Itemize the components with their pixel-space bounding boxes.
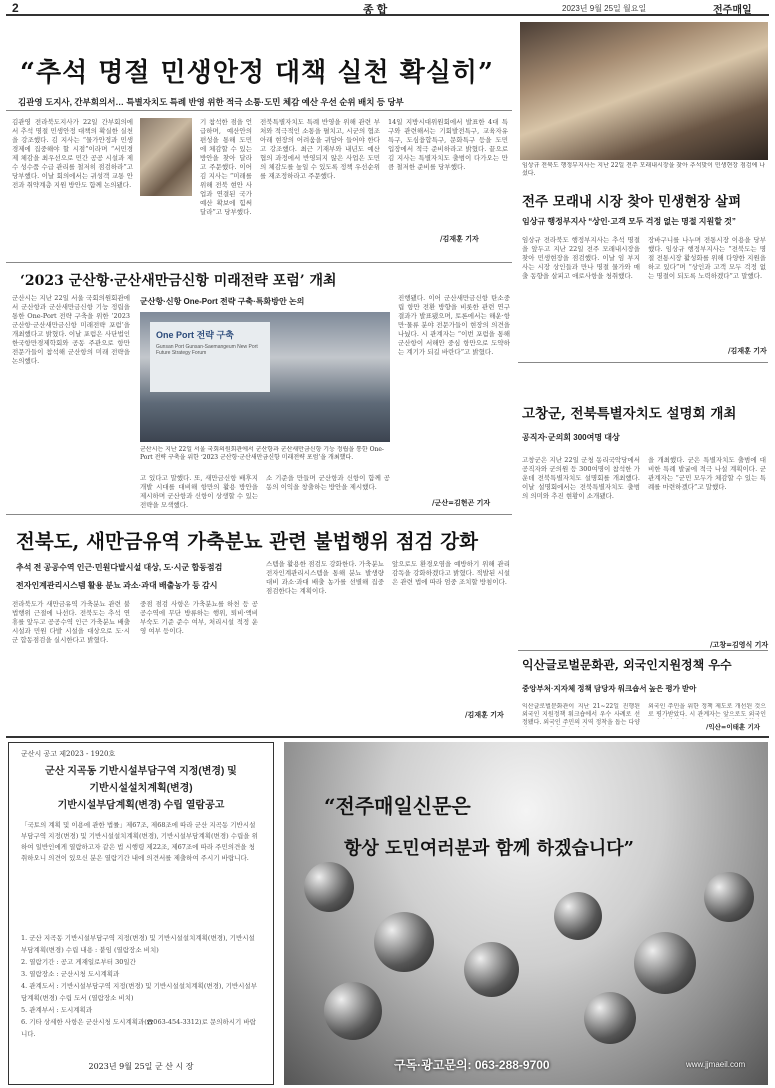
gochang-col-1: 고창군은 지난 22일 군청 동리국악당에서 공직자와 군의원 등 300여명이 참석한 가운데 전북특별자치도 설명회를 개최했다. 이날 설명회에서는 전북특별자치도 출범의 의미와 추진 현황이 소개됐다. (522, 456, 640, 500)
promo-contact: 구독·광고문의: 063-288-9700 (394, 1058, 550, 1072)
lead-byline: /김재훈 기자 (440, 234, 479, 243)
governor-photo (140, 118, 192, 196)
saemangeum-col-4: 앞으로도 환경오염을 예방하기 위해 관리 감독을 강화하겠다고 밝혔다. 적발된 시설은 관련 법에 따라 엄중 조치할 방침이다. (392, 560, 510, 586)
market-col-2: 장바구니를 나누며 전통시장 이용을 당부했다. 임상규 행정부지사는 “전북도는 명절 전통시장 활성화를 위해 다양한 지원을 하고 있다”며 “상인과 고객 모두 걱정 없는 명절이 되도록 노력하겠다”고 말했다. (648, 236, 766, 280)
divider (6, 110, 512, 111)
market-photo (520, 22, 768, 160)
notice-items (21, 932, 261, 1040)
market-subhead: 임상규 행정부지사 “상인·고객 모두 걱정 없는 명절 지원할 것” (522, 217, 736, 226)
notice-item: 2. 열람기간 : 공고 게재일로부터 30일간 (21, 958, 136, 966)
ad-divider (6, 736, 769, 738)
forum-subhead: 군산항·신항 One-Port 전략 구축·특화방안 논의 (140, 297, 305, 306)
forum-headline: ‘2023 군산항·군산새만금신항 미래전략 포럼’ 개최 (20, 273, 337, 289)
forum-col-mid: 고 있다고 말했다. 또, 새만금신항 배후지 개발 시대를 대비해 항만의 활용 방안을 제시하며 군산항과 신항이 상생할 수 있는 전략을 모색했다. (140, 474, 258, 509)
saemangeum-byline: /김재훈 기자 (465, 710, 504, 719)
slide-subtitle: Gunsan Port Gunsan-Saemangeum New Port Future Strategy Forum (156, 344, 258, 356)
forum-col-right: 진행됐다. 이어 군산새만금신항 탄소중립 항만 전환 방향을 비롯한 관련 연구 결과가 발표됐으며, 토론에서는 해운·항만·물류 분야 전문가들이 현장의 의견을 나눴다. 시 관계자는 “이번 포럼을 통해 군산항이 서해안 중심 항만으로 도약하는 계기가 되길 바란다”고 밝혔다. (398, 294, 510, 356)
market-headline: 전주 모래내 시장 찾아 민생현장 살펴 (522, 194, 742, 210)
notice-item: 4. 관계도서 : 기반시설부담구역 지정(변경) 및 기반시설설치계획(변경), 기반시설부담계획(변경) 수립 도서 (열람장소 비치) (21, 982, 257, 1002)
saemangeum-headline: 전북도, 새만금유역 가축분뇨 관련 불법행위 점검 강화 (16, 530, 478, 553)
forum-photo (140, 312, 390, 442)
sunflower-icon (634, 932, 696, 994)
sunflower-icon (554, 892, 602, 940)
promo-url[interactable]: www.jjmaeil.com (686, 1060, 746, 1069)
forum-col-left: 군산시는 지난 22일 서울 국회의원회관에서 군산항과 군산새만금신항 기능 정립을 통한 One-Port 전략 구축을 위한 ‘2023 군산항·군산새만금신항 미래전략 포럼’을 개최했다고 밝혔다. 이날 포럼은 사단법인 한국항만경제학회와 공동 주관으로 항만 전문가들이 참석해 군산항의 미래 전략을 논의했다. (12, 294, 130, 365)
gochang-col-2: 을 개최했다. 군은 특별자치도 출범에 대비한 특례 발굴에 적극 나설 계획이다. 군 관계자는 “군민 모두가 체감할 수 있는 특례를 마련하겠다”고 말했다. (648, 456, 766, 491)
saemangeum-subhead-2: 전자인계관리시스템 활용 분뇨 과소·과대 배출농가 등 감시 (16, 581, 218, 590)
paper-name: 전주매일 (713, 5, 752, 16)
gochang-byline: /고창=김영식 기자 (710, 640, 769, 649)
promo-ad (284, 742, 768, 1085)
divider (6, 262, 512, 263)
promo-line-1: “전주매일신문은 (324, 794, 471, 818)
lead-subhead: 김관영 도지사, 간부회의서… 특별자치도 특례 반영 위한 적극 소통·도민 체감 예산 우선 순위 배치 등 당부 (18, 97, 404, 107)
lead-col-3: 전북특별자치도 특례 반영을 위해 관련 부처와 적극적인 소통을 펼치고, 시군의 협조 아래 현장의 어려움을 귀담아 들어야 한다고 강조했다. 최근 기재부와 내년도 예산 협의 과정에서 반영되지 않은 사업은 도민의 체감도를 높일 수 있도록 정책 우선순위를 재조정하라고 주문했다. (260, 118, 380, 180)
sunflower-icon (304, 862, 354, 912)
lead-col-2b (140, 200, 200, 240)
lead-headline: “추석 명절 민생안정 대책 실천 확실히” (20, 58, 494, 88)
page-number: 2 (12, 1, 19, 15)
promo-line-2: 항상 도민여러분과 함께 하겠습니다” (344, 838, 634, 859)
issue-date: 2023년 9월 25일 월요일 (562, 4, 647, 13)
section-label: 종 합 (363, 4, 388, 16)
gochang-headline: 고창군, 전북특별자치도 설명회 개최 (522, 406, 737, 422)
saemangeum-col-2: 중점 점검 사항은 가축분뇨를 하천 등 공공수역에 무단 방류하는 행위, 퇴비·액비 부숙도 기준 준수 여부, 처리시설 적정 운영 여부 등이다. (140, 600, 258, 635)
slide-title: One Port 전략 구축 (156, 330, 234, 340)
market-byline: /김재훈 기자 (728, 346, 767, 355)
lead-col-1: 김관영 전라북도지사가 22일 간부회의에서 추석 명절 민생안정 대책의 확실한 실천을 강조했다. 김 지사는 “물가안정과 민생경제에 집중해야 할 시점”이라며 “서민경제 체감을 최우선으로 민간 공공 시설과 제수 성수품 수급 관리를 철저히 점검하라”고 당부했다. 이날 회의에서는 귀성객 교통 안전과 취약계층 지원 방안도 함께 논의됐다. (12, 118, 133, 189)
public-notice (8, 742, 274, 1085)
sunflower-icon (464, 942, 519, 997)
notice-title (21, 763, 261, 814)
lead-col-4: 14일 지방시대위원회에서 발표한 4대 특구와 관련해서는 기회발전특구, 교육자유특구, 도심융합특구, 문화특구 등을 도민 입장에서 적극 준비하라고 밝혔다. 끝으로 김 지사는 특별자치도 출범이 다가오는 만큼 철저한 준비를 당부했다. (388, 118, 508, 171)
forum-byline: /군산=김현곤 기자 (432, 498, 491, 507)
notice-number: 군산시 공고 제2023 - 1920호 (21, 750, 116, 758)
iksan-subhead: 중앙부처·지자체 정책 담당자 워크숍서 높은 평가 받아 (522, 684, 697, 693)
saemangeum-col-1: 전라북도가 새만금유역 가축분뇨 관련 불법행위 근절에 나선다. 전북도는 추석 연휴를 앞두고 공공수역 인근 가축분뇨 배출시설과 민원 다발 시설을 대상으로 도·시군 합동점검을 실시한다고 밝혔다. (12, 600, 130, 644)
notice-item: 1. 군산 지곡동 기반시설부담구역 지정(변경) 및 기반시설설치계획(변경), 기반시설부담계획(변경) 수립 내용 : 붙임 (열람장소 비치) (21, 934, 255, 954)
notice-item: 5. 관계부서 : 도시계획과 (21, 1006, 93, 1014)
divider (518, 650, 768, 651)
lead-col-2: 기 참석한 점을 언급하며, 예산안의 편성을 통해 도민에 체감할 수 있는 방안을 찾아 달라고 주문했다. 이어 김 지사는 “미래를 위해 전북 현안 사업과 연결된 국가예산 확보에 힘써 달라”고 당부했다. (200, 118, 252, 216)
iksan-headline: 익산글로벌문화관, 외국인지원정책 우수 (522, 658, 732, 672)
sunflower-icon (374, 912, 434, 972)
sunflower-icon (584, 992, 636, 1044)
sunflower-icon (324, 982, 382, 1040)
notice-body: 「국토의 계획 및 이용에 관한 법률」제67조, 제68조에 따라 군산 지곡동 기반시설부담구역 지정(변경) 및 기반시설설치계획(변경), 기반시설부담계획(변경) 수립을 위하여 일반인에게 열람하고자 같은 법 시행령 제22조, 제67조에 따라 주민의견을 청취하오니 의견이 있으신 분은 열람기간 내에 의견서를 제출하여 주시기 바랍니다. (21, 821, 258, 862)
market-col-1: 임상규 전라북도 행정부지사는 추석 명절을 앞두고 지난 22일 전주 모래내시장을 찾아 민생현장을 점검했다. 이날 임 부지사는 시장 상인들과 만나 명절 물가와 매출 동향을 살피고 애로사항을 청취했다. (522, 236, 640, 280)
notice-title-line-1: 군산 지곡동 기반시설부담구역 지정(변경) 및 (45, 766, 237, 777)
divider (518, 362, 768, 363)
iksan-col-1: 익산글로벌문화관이 지난 21~22일 진행된 외국인 지원정책 워크숍에서 우수 사례로 선정됐다. 외국인 주민의 지역 정착을 돕는 다양 (522, 703, 640, 726)
iksan-byline: /익산=이태훈 기자 (706, 723, 761, 731)
forum-col-mid-2: 소 기준을 만들며 군산항과 신항이 함께 공동의 이익을 창출하는 방안을 제시했다. (266, 474, 390, 491)
notice-signature: 2023년 9월 25일 군 산 시 장 (88, 1062, 194, 1071)
notice-item: 6. 기타 상세한 사항은 군산시청 도시계획과(☎063-454-3312)로 문의하시기 바랍니다. (21, 1018, 256, 1038)
forum-caption: 군산시는 지난 22일 서울 국회의원회관에서 군산항과 군산새만금신항 기능 정립을 통한 One-Port 전략 구축을 위한 ‘2023 군산항·군산새만금신항 미래전략 포럼’을 개최했다. (140, 446, 384, 461)
page-header (6, 0, 769, 16)
gochang-subhead: 공직자·군의회 300여명 대상 (522, 433, 620, 442)
market-photo-caption: 임상규 전북도 행정부지사는 지난 22일 전주 모래내시장을 찾아 추석맞이 민생현장 점검에 나섰다. (522, 162, 766, 177)
divider (6, 514, 512, 515)
notice-item: 3. 열람장소 : 군산시청 도시계획과 (21, 970, 120, 978)
notice-title-line-2: 기반시설설치계획(변경) (89, 783, 193, 794)
saemangeum-subhead-1: 추석 전 공공수역 인근·민원다발시설 대상, 도·시군 합동점검 (16, 563, 223, 572)
sunflower-icon (704, 872, 754, 922)
iksan-col-2: 외국인 주민을 위한 정책 제도로 개선된 것으로 평가받았다. 시 관계자는 앞으로도 외국인 (648, 703, 766, 718)
saemangeum-col-3: 스템을 활용한 점검도 강화한다. 가축분뇨 전자인계관리시스템을 통해 분뇨 발생량 대비 과소·과대 배출 농가를 선별해 집중 점검한다는 계획이다. (266, 560, 384, 595)
notice-title-line-3: 기반시설부담계획(변경) 수립 열람공고 (57, 800, 225, 811)
forum-slide (150, 322, 270, 392)
